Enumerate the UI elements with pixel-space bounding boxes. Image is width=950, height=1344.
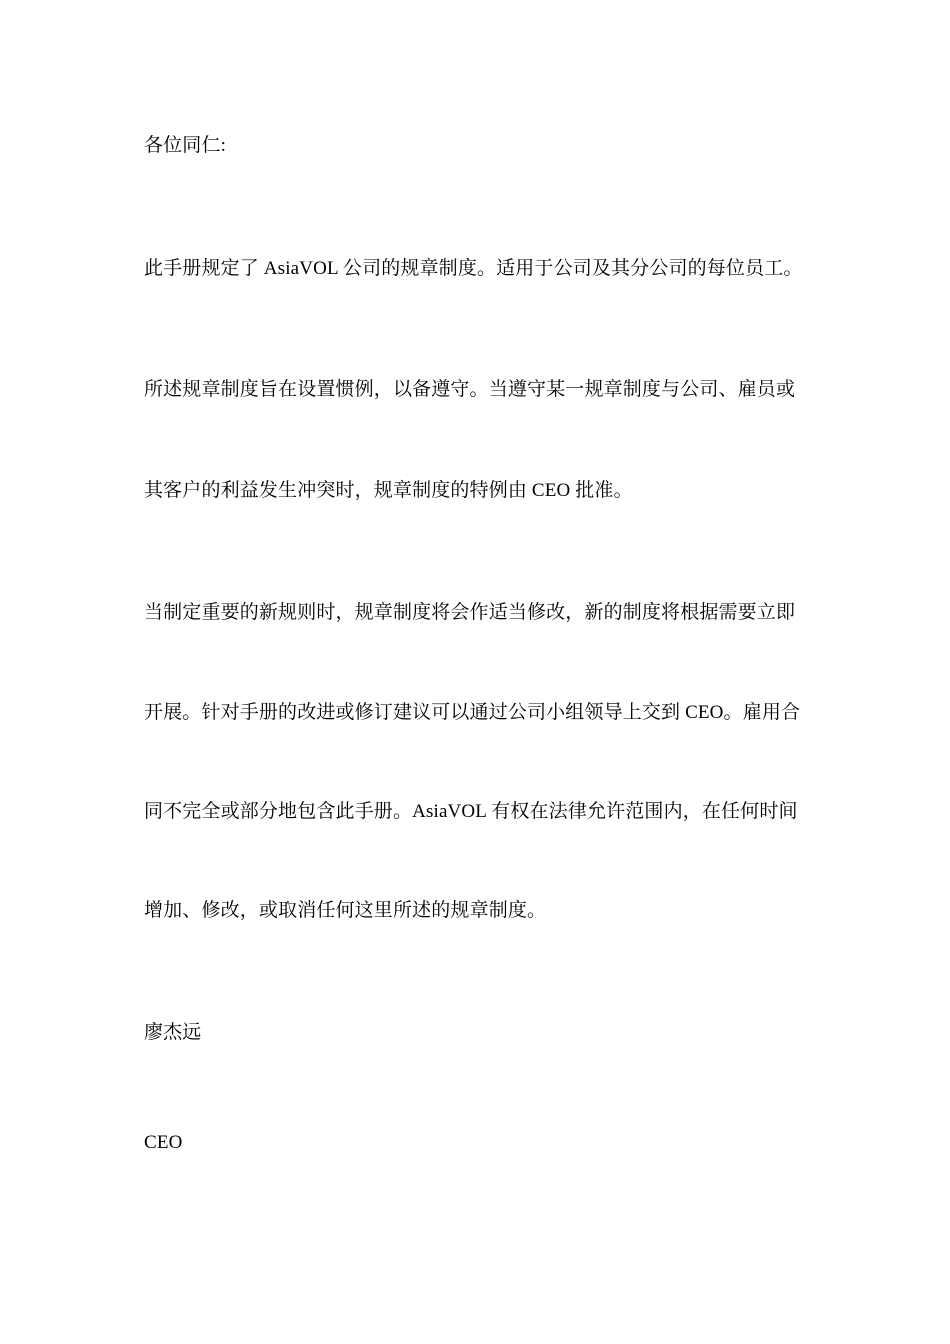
paragraph-3-line-2: 开展。针对手册的改进或修订建议可以通过公司小组领导上交到 CEO。雇用合 [144,702,801,723]
paragraph-2-line-2: 其客户的利益发生冲突时，规章制度的特例由 CEO 批准。 [144,480,633,501]
paragraph-3-line-4: 增加、修改，或取消任何这里所述的规章制度。 [144,900,547,921]
paragraph-3-line-1: 当制定重要的新规则时，规章制度将会作适当修改，新的制度将根据需要立即 [144,602,796,623]
signature-title: CEO [144,1132,183,1153]
signature-name: 廖杰远 [144,1022,202,1043]
paragraph-3-line-3: 同不完全或部分地包含此手册。AsiaVOL 有权在法律允许范围内，在任何时间 [144,801,798,822]
paragraph-1-line-1: 此手册规定了 AsiaVOL 公司的规章制度。适用于公司及其分公司的每位员工。 [144,258,803,279]
paragraph-2-line-1: 所述规章制度旨在设置惯例，以备遵守。当遵守某一规章制度与公司、雇员或 [144,379,796,400]
salutation: 各位同仁: [144,135,227,156]
